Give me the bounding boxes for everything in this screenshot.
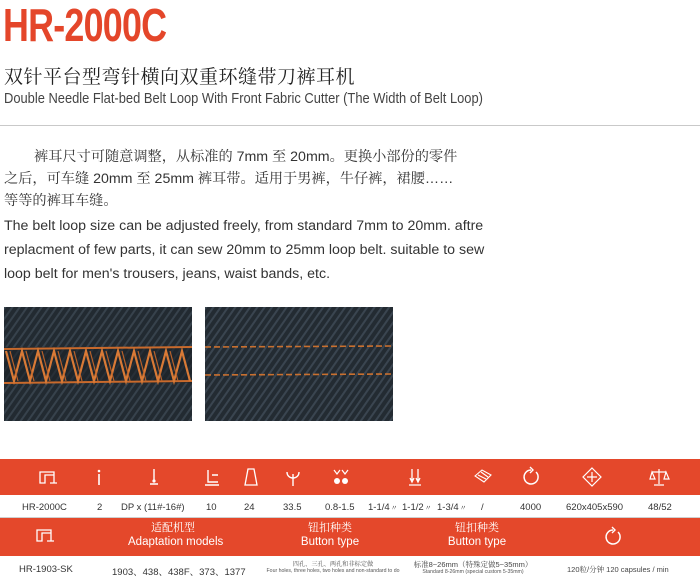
adaptation-button-size: 标准8~26mm（特殊定做5~35mm） Standard 8-26mm (special custom 5-35mm) [413, 560, 533, 575]
sewing-machine-icon [37, 466, 59, 488]
spec-rpm: 4000 [520, 502, 542, 513]
speed-gauge-icon [282, 466, 304, 488]
stitch-sample-photo-chainstitch [4, 307, 192, 421]
header-divider [0, 125, 700, 126]
spec-speed: 33.5 [283, 502, 302, 513]
adaptation-header-bar [0, 518, 700, 556]
rotation-speed-icon [602, 526, 624, 548]
adaptation-models-header: 适配机型 Adaptation models [128, 522, 224, 548]
button-type-header: 钮扣种类 Button type [300, 522, 360, 548]
adaptation-button-type: 四孔、三孔、两孔和非标定做 Four holes, three holes, two holes and non-standard to do [266, 561, 400, 574]
description-en-line: replacment of few parts, it can sew 20mm to 25mm loop belt. suitable to sew [4, 242, 485, 258]
needle-gauge-icon [404, 466, 426, 488]
thread-cone-icon [240, 466, 262, 488]
spec-model: HR-2000C [22, 502, 67, 513]
rotation-speed-icon [520, 466, 542, 488]
description-cn [4, 146, 504, 212]
product-title-cn: 双针平台型弯针横向双重环缝带刀裤耳机 [4, 67, 356, 88]
spec-weight: 48/52 [648, 502, 672, 513]
description-en-line: loop belt for men's trousers, jeans, waist bands, etc. [4, 266, 331, 282]
description-en [4, 214, 504, 286]
weight-scale-icon [648, 466, 670, 488]
sewing-machine-icon [34, 524, 56, 546]
spec-lift: 10 [206, 502, 217, 513]
description-cn-line: 等等的裤耳车缝。 [4, 193, 118, 209]
needle-count-icon [88, 466, 110, 488]
spec-fabric: / [481, 502, 484, 513]
stitch-length-icon [330, 466, 352, 488]
needle-icon [143, 466, 165, 488]
spec-needles: 2 [97, 502, 103, 513]
product-title-en: Double Needle Flat-bed Belt Loop With Front Fabric Cutter (The Width of Belt Loop) [4, 90, 483, 107]
presser-foot-lift-icon [201, 466, 223, 488]
spec-dimensions: 620x405x590 [566, 502, 624, 513]
description-cn-line: 裤耳尺寸可随意调整，从标准的 7mm 至 20mm。更换小部份的零件 [34, 149, 458, 165]
fabric-thickness-icon [472, 466, 494, 488]
spec-table-row [0, 498, 700, 517]
button-size-header: 钮扣种类 Button type [447, 522, 507, 548]
stitch-sample-photo-double-row [205, 307, 393, 421]
adaptation-models-list: 1903、438、438F、373、1377 [112, 567, 246, 578]
spec-needle-system: DP x (11#-16#) [121, 502, 185, 513]
adaptation-table-row [0, 556, 700, 583]
model-title: HR-2000C [3, 0, 167, 51]
adaptation-speed: 120粒/分钟 120 capsules / min [567, 565, 669, 574]
spec-gauge-2: 1-1/2〃 [402, 502, 432, 513]
description-cn-line: 之后，可车缝 20mm 至 25mm 裤耳带。适用于男裤，牛仔裤，裙腰…… [4, 171, 454, 187]
spec-stitch: 0.8-1.5 [325, 502, 355, 513]
adaptation-model: HR-1903-SK [19, 564, 73, 575]
spec-gauge-3: 1-3/4〃 [437, 502, 467, 513]
spec-thread: 24 [244, 502, 255, 513]
dimensions-icon [581, 466, 603, 488]
description-en-line: The belt loop size can be adjusted freely, from standard 7mm to 20mm. aftre [4, 218, 484, 234]
spec-gauge-1: 1-1/4〃 [368, 502, 398, 513]
